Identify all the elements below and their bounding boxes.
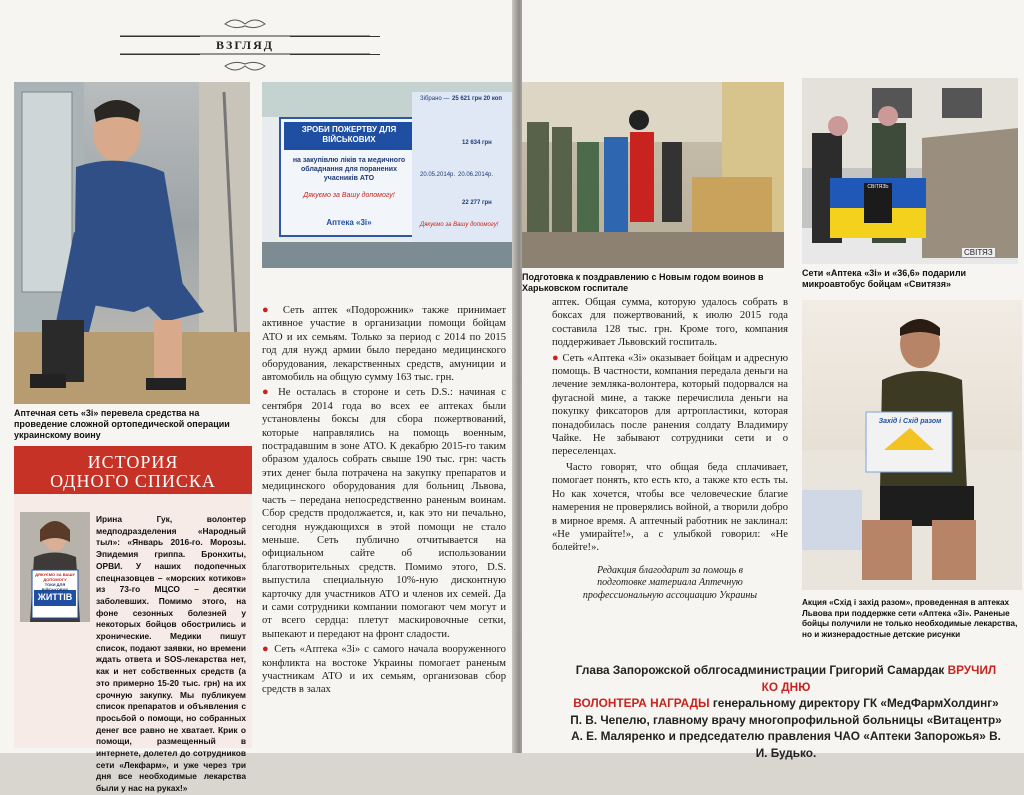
paragraph: ● Сеть аптек «Подорожник» также принимает активное участие в организации помощи бойцам АТО и их семьям. Только за период с 2014 по 2015 год для нужд армии было передано медицинского оборудования, лекарственных средств, амуниции и автомобиль на общую сумму 163 тыс. грн. [262, 304, 506, 384]
poster-amount-2: 12 634 грн [462, 140, 492, 146]
history-box-text-bottom [20, 624, 246, 742]
paragraph: Часто говорят, что общая беда сплачивает, помогает понять, кто есть кто, а также кто есть ты. Но как хочется, чтобы все человеческие благие намерения не проверялись войной, а творили добро в мирное время. А аптечный работник не заклинал: «Не умирайте!», а с улыбкой говорил: «Не болейте!». [552, 461, 788, 554]
bullet-icon: ● [262, 643, 271, 656]
bullet-icon: ● [262, 386, 273, 399]
poster-amount-1: 25 621 грн 20 коп [452, 96, 503, 102]
poster-date-1: 20.05.2014р. [420, 172, 456, 178]
announce-line: Глава Запорожской облгосадминистрации Григорий Самардак ВРУЧИЛ КО ДНЮ [575, 663, 997, 694]
donation-box-photo [262, 82, 512, 268]
poster-amount-3: 22 277 грн [462, 200, 492, 206]
paragraph: ● Сеть «Аптека «3i» с самого начала вооруженного конфликта на востоке Украины помогает раненым участникам АТО и их семьям, организовав сбор средств в залах [262, 643, 506, 696]
history-box [14, 446, 252, 794]
license-plate: СВІТЯЗ [964, 248, 993, 257]
bullet-icon: ● [552, 351, 560, 364]
poster-thanks: Дякуємо за Вашу допомогу! [303, 192, 395, 199]
patient-caption: Аптечная сеть «3i» перевела средства на проведение сложной ортопедической операции украинскому воину [14, 408, 230, 440]
award-announcement [566, 662, 1006, 761]
history-box-text-top: Ирина Гук, волонтер медподразделения «Народный тыл»: «Январь 2016-го. Морозы. Эпидемия гриппа. Бронхиты, ОРВИ. У наших подопечных спецназовцев – «морских котиков» из 73-го МЦСО – десятки заболевших. Помимо этого, на фоне сезонных болезней у некоторых бойцов обострились и хронические. Медики пишут список, подают заявки, но времени ждать ответа и SOS-лекарства нет, как и нет собственных средств (а это примерно 15-20 тыс. грн) на их срочную закупку. Мы публикуем список препаратов и объявления с просьбой о помощи, но собранных денег все равно не хватает. Крик о помощи, размещенный в интернете, долетел до сотрудников сети «Лекфарм», и уже через три дня все необходимые лекарства были у нас на руках!» [96, 514, 246, 794]
history-box-header [14, 446, 252, 494]
poster-thanks-bottom: Дякуємо за Вашу допомогу! [420, 222, 499, 228]
bullet-icon: ● [262, 304, 275, 316]
party-photo [522, 82, 784, 268]
section-title: ВЗГЛЯД [215, 38, 275, 52]
poster-collected: Зібрано — [420, 96, 450, 102]
editorial-thanks: Редакция благодарит за помощь в подготовке материала Аптечную профессиональную ассоциацию Украины [582, 564, 758, 601]
minibus-caption: Сети «Аптека «3i» и «36,6» подарили микроавтобус бойцам «Свитязя» [802, 268, 967, 289]
drawing-text: Захід і Схід разом [878, 418, 942, 425]
announce-line: А. Е. Маляренко и председателю правления ЧАО «Аптеки Запорожья» В. И. Будько. [571, 729, 1001, 760]
divider [290, 36, 380, 37]
poster-subtitle: на закупівлю ліків та медичного обладнання для поранених учасників АТО [292, 157, 406, 182]
section-header [180, 16, 310, 72]
soldier-caption: Акция «Схід і захід разом», проведенная в аптеках Львова при поддержке сети «Аптека «3i». Раненые бойцы получили не только необходимые лекарства, но и жизнерадостные детские рисунки [802, 598, 1018, 639]
poster-date-2: 20.06.2014р. [458, 172, 494, 178]
article-column-3 [552, 296, 788, 602]
divider [120, 36, 200, 37]
soldier-photo [802, 300, 1022, 590]
poster-title: ЗРОБИ ПОЖЕРТВУ ДЛЯ ВІЙСЬКОВИХ [301, 125, 397, 144]
poster-brand: Аптека «3i» [326, 218, 372, 227]
book-top-text: ДЯКУЄМО ЗА ВАШУ ДОПОМОГУ [35, 572, 75, 582]
minibus-photo [802, 78, 1018, 264]
paragraph: аптек. Общая сумма, которую удалось собрать в боксах для пожертвований, к июлю 2015 года составила 128 тыс. грн. Кроме того, компания поддерживает Львовский госпиталь. [552, 297, 788, 349]
book-title: ЖИТТІВ [37, 592, 73, 602]
paragraph: ● Сеть «Аптека «3i» оказывает бойцам и адресную помощь. В частности, компания передала деньги на лечение земляка-волонтера, который подорвался на фугасной мине, а также перечислила деньги на покупку фиксаторов для артропластики, которая понадобилась после ранения солдату Владимиру Чайке. Не забывают сотрудники сети и о переселенцах. [552, 351, 788, 458]
flag-text: СВІТЯЗЬ [867, 184, 889, 190]
patient-photo [14, 82, 250, 404]
right-page [522, 0, 1024, 753]
divider [290, 54, 380, 55]
divider [120, 54, 200, 55]
history-box-title-2: ОДНОГО СПИСКА [50, 471, 216, 491]
article-column-2 [262, 304, 506, 697]
announce-line: П. В. Чепелю, главному врачу многопрофильной больницы «Витацентр» [570, 712, 1002, 727]
history-box-title-1: ИСТОРИЯ [87, 452, 179, 472]
party-caption: Подготовка к поздравлению с Новым годом воинов в Харьковском госпитале [522, 272, 764, 293]
announce-line: ВОЛОНТЕРА НАГРАДЫ генеральному директору ГК «МедФармХолдинг» [573, 696, 999, 710]
book-sub-text: ТОКИ ДЛЯ ВІЙСЬКОВИХ [41, 582, 69, 592]
paragraph: ● Не осталась в стороне и сеть D.S.: начиная с сентября 2014 года во всех ее аптеках были установлены боксы для сбора пожертвований, которые направлялись на помощь военным, пострадавшим в зоне АТО. К декабрю 2015-го таким образом удалось собрать свыше 190 тыс. грн: часть этих денег была потрачена на закупку препаратов и медицинского оборудования для больниц Львова, часть – передана непосредственно раненым воинам. Сбор средств продолжается, и, как это ни печально, сегодня нуждающихся в этой помощи не стало меньше. Сеть публично отчитывается на официальном сайте об использовании благотворительных средств. Помимо этого, D.S. выпустила специальную 10%-ную дисконтную карточку для участников АТО и членов их семей. Да и сами сотрудники компании помогают чем могут и от всего сердца: плетут маскировочные сетки, выпекают и передают на фронт сладости. [262, 386, 506, 640]
